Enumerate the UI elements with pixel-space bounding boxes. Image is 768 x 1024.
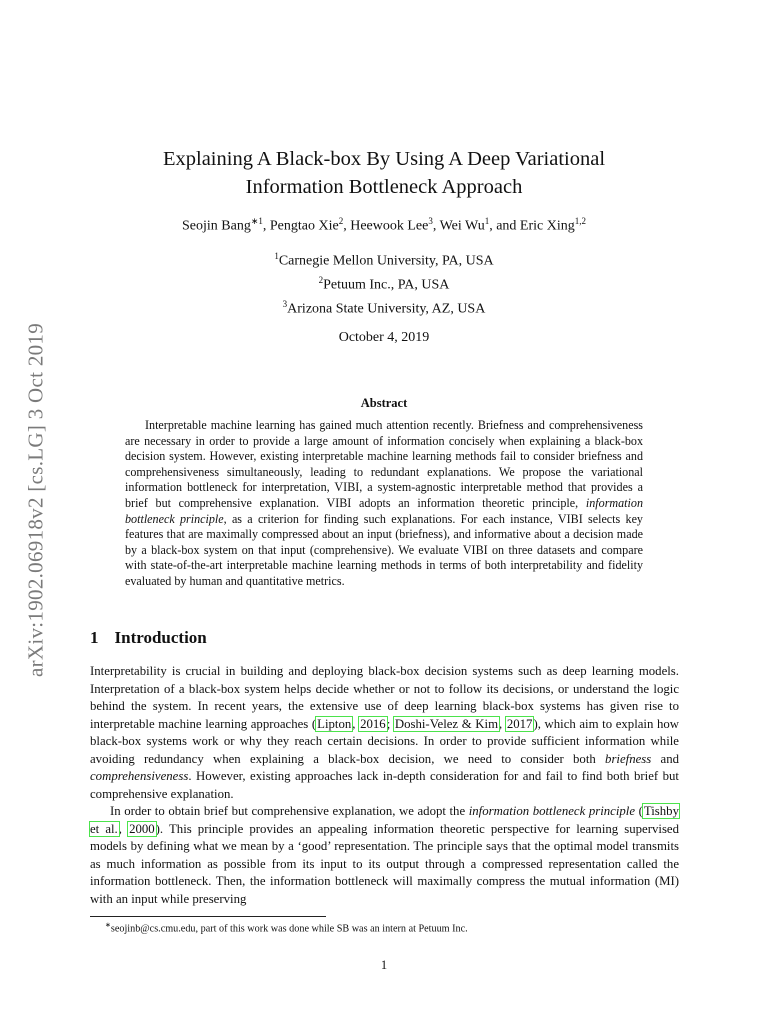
citation-link[interactable]: 2016: [360, 716, 386, 731]
author-name: Eric Xing: [519, 218, 575, 234]
citation-link[interactable]: 2017: [506, 716, 533, 731]
arxiv-identifier: arXiv:1902.06918v2 [cs.LG] 3 Oct 2019: [23, 322, 48, 678]
title-line-2: Information Bottleneck Approach: [245, 176, 523, 198]
footnote-mark: ∗: [105, 921, 111, 929]
author-list: [0, 216, 768, 235]
affiliation-mark: 2: [318, 275, 324, 286]
footnote: [105, 921, 468, 934]
abstract-emphasis: information bottleneck principle: [125, 495, 643, 526]
citation-link[interactable]: Tishby et al.: [90, 804, 679, 836]
text-run: ,: [499, 716, 506, 731]
author-name: Wei Wu: [439, 218, 485, 234]
author-affiliation-mark: 1,2: [574, 216, 586, 226]
title-line-1: Explaining A Black-box By Using A Deep Variational: [162, 148, 606, 170]
emphasis-text: comprehensiveness: [90, 769, 189, 783]
affiliation: [0, 247, 768, 271]
author-affiliation-mark: 2: [338, 216, 344, 226]
text-run: ), which aim to explain how black-box systems work or why they reach certain decisions. In order to provide sufficient information while avoiding redundancy when explaining a black-box decision, we need to consider both: [90, 716, 680, 766]
paragraph: [90, 663, 679, 803]
affiliation-text: Carnegie Mellon University, PA, USA: [278, 253, 494, 269]
footnote-divider: [90, 916, 326, 917]
text-run: ,: [352, 716, 360, 731]
abstract-text-part: , as a criterion for finding such explanations. For each instance, VIBI selects key features that are maximally compressed about an input (briefness), and informative about a decision made by a black-box system on that input (comprehensive). We evaluate VIBI on three datasets and compare with state-of-the-art interpretable machine learning methods in terms of both interpretability and fidelity evaluated by human and quantitative metrics.: [125, 511, 643, 588]
author-separator: ,: [262, 218, 270, 234]
author-separator: ,: [432, 218, 440, 234]
introduction-body: [90, 663, 679, 908]
page-number: 1: [380, 958, 388, 972]
text-run: and: [651, 751, 679, 766]
abstract-heading: Abstract: [360, 396, 408, 410]
text-run: ;: [386, 716, 394, 731]
affiliation: [0, 295, 768, 319]
text-run: In order to obtain brief but comprehensive explanation, we adopt the: [110, 804, 469, 818]
author-name: Heewook Lee: [350, 218, 429, 234]
affiliation: [0, 271, 768, 295]
affiliation-mark: 1: [274, 251, 279, 261]
section-number: 1: [90, 628, 99, 647]
emphasis-text: briefness: [605, 751, 652, 766]
section-heading: [90, 628, 207, 648]
text-run: . However, existing approaches lack in-depth consideration for and fail to find both brief but comprehensive explanation.: [90, 769, 679, 801]
paper-title: [0, 145, 768, 201]
citation-link[interactable]: Doshi-Velez & Kim: [394, 716, 499, 731]
author-affiliation-mark: ∗1: [250, 216, 263, 226]
author-name: Seojin Bang: [181, 218, 251, 234]
affiliation-text: Petuum Inc., PA, USA: [323, 277, 450, 293]
abstract-text: [125, 418, 643, 590]
affiliation-list: [0, 247, 768, 319]
author-name: Pengtao Xie: [269, 218, 339, 234]
text-run: Interpretability is crucial in building and deploying black-box decision systems such as deep learning models. Interpretation of a black-box system helps decide whether or not to follow its decisions, or understand the logic behind the system. In recent years, the extensive use of deep learning black-box systems has given rise to interpretable machine learning approaches (: [90, 664, 679, 731]
affiliation-text: Arizona State University, AZ, USA: [287, 301, 486, 317]
author-affiliation-mark: 3: [428, 216, 433, 226]
paper-date: October 4, 2019: [338, 330, 430, 345]
paragraph: [90, 803, 679, 908]
author-separator: ,: [343, 218, 351, 234]
text-run: ,: [118, 821, 129, 836]
citation-link[interactable]: 2000: [129, 821, 155, 836]
text-run: (: [635, 804, 643, 818]
author-separator: , and: [489, 218, 520, 234]
author-affiliation-mark: 1: [484, 216, 490, 226]
abstract-text-part: Interpretable machine learning has gained much attention recently. Briefness and comprehensiveness are necessary in order to provide a large amount of information concisely when explaining a black-box decision system. However, existing interpretable machine learning methods fail to consider briefness and comprehensiveness simultaneously, leading to redundant explanations. We propose the variational information bottleneck for interpretation, VIBI, a system-agnostic interpretable method that provides a brief but comprehensive explanation. VIBI adopts an information theoretic principle,: [125, 418, 643, 510]
text-run: ). This principle provides an appealing information theoretic perspective for learning supervised models by defining what we mean by a ‘good’ representation. The principle says that the optimal model transmits as much information as possible from its input to its output through a compressed representation called the information bottleneck. Then, the information bottleneck will maximally compress the mutual information (MI) with an input while preserving: [90, 821, 680, 906]
affiliation-mark: 3: [282, 299, 288, 310]
emphasis-text: information bottleneck principle: [468, 804, 636, 818]
citation-link[interactable]: Lipton: [317, 716, 352, 731]
section-title: Introduction: [114, 628, 207, 647]
footnote-text: seojinb@cs.cmu.edu, part of this work was done while SB was an intern at Petuum Inc.: [110, 923, 468, 935]
